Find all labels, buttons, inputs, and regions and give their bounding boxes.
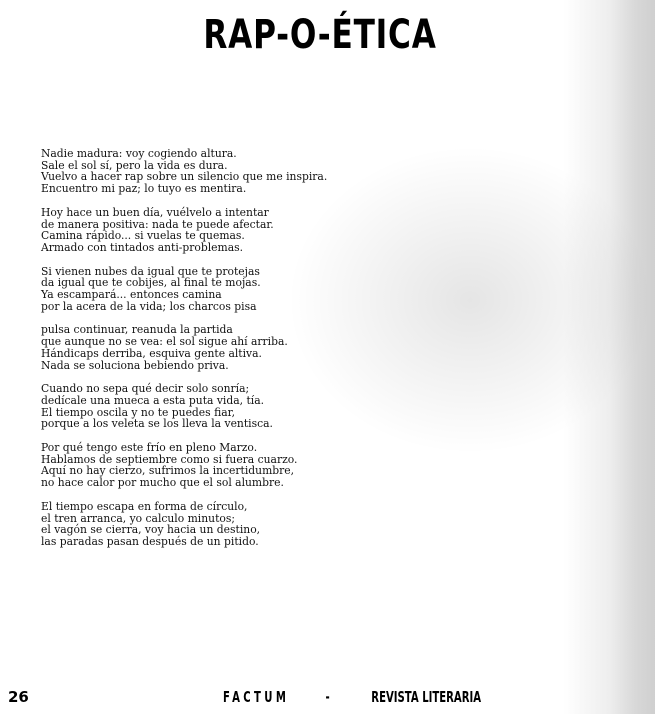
poem-body bbox=[41, 148, 461, 560]
poem-line: no hace calor por mucho que el sol alumbre. bbox=[41, 476, 284, 490]
poem-line: El tiempo oscila y no te puedes fiar, bbox=[41, 405, 236, 419]
poem-line: Nada se soluciona bebiendo priva. bbox=[41, 358, 229, 372]
magazine-name: FACTUM bbox=[223, 688, 290, 706]
magazine-subtitle: REVISTA LITERARIA bbox=[371, 688, 482, 706]
poem-stanza bbox=[41, 383, 461, 430]
poem-stanza bbox=[41, 266, 461, 313]
poem-line: Si vienen nubes da igual que te protejas bbox=[41, 264, 260, 278]
poem-line: el tren arranca, yo calculo minutos; bbox=[41, 511, 235, 525]
poem-line: pulsa continuar, reanuda la partida bbox=[41, 323, 233, 337]
page-number: 26 bbox=[8, 688, 29, 706]
poem-line: Encuentro mi paz; lo tuyo es mentira. bbox=[41, 182, 247, 196]
poem-line: Hoy hace un buen día, vuélvelo a intentar bbox=[41, 205, 269, 219]
poem-stanza bbox=[41, 442, 461, 489]
poem-stanza bbox=[41, 501, 461, 548]
footer-separator: - bbox=[322, 688, 334, 706]
poem-line: porque a los veleta se los lleva la ventisca. bbox=[41, 417, 273, 431]
footer bbox=[0, 688, 655, 706]
poem-line: Hándicaps derriba, esquiva gente altiva. bbox=[41, 346, 262, 360]
poem-line: las paradas pasan después de un pitido. bbox=[41, 534, 259, 548]
poem-line: Sale el sol sí, pero la vida es dura. bbox=[41, 158, 228, 172]
poem-line: da igual que te cobijes, al final te mojas. bbox=[41, 276, 261, 290]
poem-stanza bbox=[41, 324, 461, 371]
poem-line: Aquí no hay cierzo, sufrimos la incertidumbre, bbox=[41, 464, 295, 478]
poem-line: Vuelvo a hacer rap sobre un silencio que me inspira. bbox=[41, 170, 328, 184]
poem-stanza bbox=[41, 207, 461, 254]
poem-stanza bbox=[41, 148, 461, 195]
poem-title: RAP-O-ÉTICA bbox=[203, 12, 437, 58]
poem-line: dedícale una mueca a esta puta vida, tía. bbox=[41, 393, 265, 407]
poem-line: que aunque no se vea: el sol sigue ahí arriba. bbox=[41, 335, 288, 349]
poem-line: Nadie madura: voy cogiendo altura. bbox=[41, 147, 237, 160]
poem-line: Por qué tengo este frío en pleno Marzo. bbox=[41, 441, 258, 455]
poem-line: Armado con tintados anti-problemas. bbox=[41, 240, 244, 254]
poem-line: Hablamos de septiembre como si fuera cuarzo. bbox=[41, 452, 298, 466]
poem-line: por la acera de la vida; los charcos pisa bbox=[41, 299, 257, 313]
poem-line: de manera positiva: nada te puede afectar. bbox=[41, 217, 274, 231]
poem-line: el vagón se cierra, voy hacia un destino, bbox=[41, 523, 261, 537]
poem-line: Ya escampará... entonces camina bbox=[41, 288, 222, 302]
poem-line: Camina rápido... si vuelas te quemas. bbox=[41, 229, 245, 243]
poem-line: El tiempo escapa en forma de círculo, bbox=[41, 499, 248, 513]
poem-line: Cuando no sepa qué decir solo sonría; bbox=[41, 382, 250, 396]
